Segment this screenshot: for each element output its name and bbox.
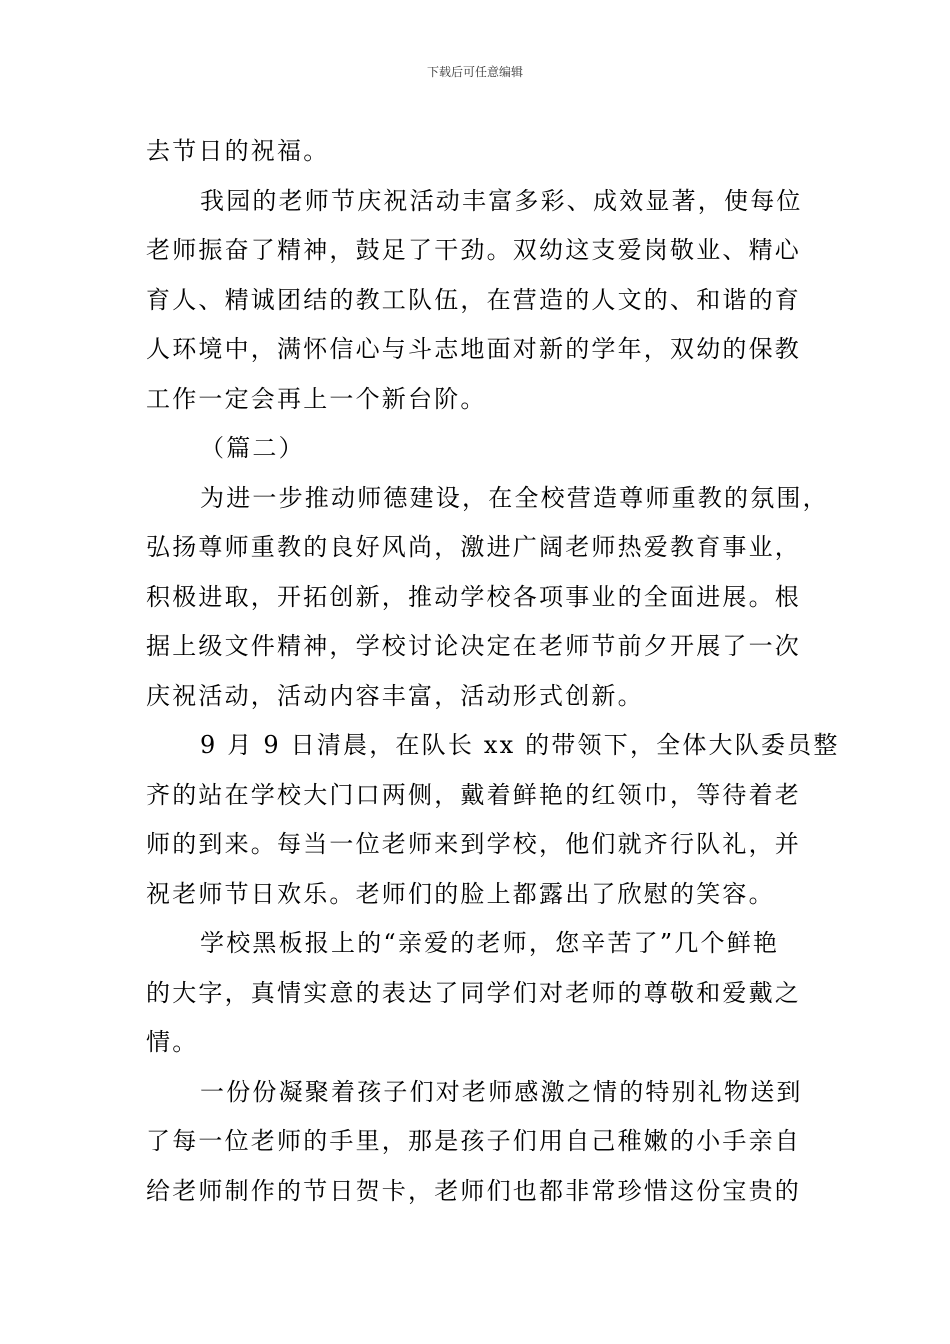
text-line: 据上级文件精神，学校讨论决定在老师节前夕开展了一次 xyxy=(146,632,801,660)
text-line: 了每一位老师的手里，那是孩子们用自己稚嫩的小手亲自 xyxy=(146,1127,801,1155)
text-line: 师的到来。每当一位老师来到学校，他们就齐行队礼，并 xyxy=(146,830,801,858)
text-line: 老师振奋了精神，鼓足了干劲。双幼这支爱岗敬业、精心 xyxy=(146,236,801,264)
text-line: 人环境中，满怀信心与斗志地面对新的学年，双幼的保教 xyxy=(146,335,801,363)
text-line: 一份份凝聚着孩子们对老师感激之情的特别礼物送到 xyxy=(200,1077,803,1106)
section-heading: （篇二） xyxy=(200,434,305,462)
text-line: 学校黑板报上的“亲爱的老师，您辛苦了”几个鲜艳 xyxy=(200,929,780,957)
text-line: 祝老师节日欢乐。老师们的脸上都露出了欣慰的笑容。 xyxy=(146,879,775,908)
text-line: 庆祝活动，活动内容丰富，活动形式创新。 xyxy=(146,681,644,710)
page-header: 下载后可任意编辑 xyxy=(426,65,523,79)
text-line: 为进一步推动师德建设，在全校营造尊师重教的氛围， xyxy=(200,483,829,512)
text-line: 弘扬尊师重教的良好风尚，激进广阔老师热爱教育事业， xyxy=(146,533,801,561)
text-line: 我园的老师节庆祝活动丰富多彩、成效显著，使每位 xyxy=(200,186,803,215)
text-line: 育人、精诚团结的教工队伍，在营造的人文的、和谐的育 xyxy=(146,285,801,314)
text-line: 的大字，真情实意的表达了同学们对老师的尊敬和爱戴之 xyxy=(146,978,801,1007)
text-line: 齐的站在学校大门口两侧，戴着鲜艳的红领巾，等待着老 xyxy=(146,780,801,809)
text-line: 工作一定会再上一个新台阶。 xyxy=(146,384,487,413)
text-line: 给老师制作的节日贺卡，老师们也都非常珍惜这份宝贵的 xyxy=(146,1176,801,1205)
document-body xyxy=(146,127,840,1216)
text-line: 9 月 9 日清晨，在队长 xx 的带领下，全体大队委员整 xyxy=(200,731,840,759)
text-line: 情。 xyxy=(146,1028,199,1056)
text-line: 积极进取，开拓创新，推动学校各项事业的全面进展。根 xyxy=(146,582,801,611)
text-line: 去节日的祝福。 xyxy=(146,137,330,165)
